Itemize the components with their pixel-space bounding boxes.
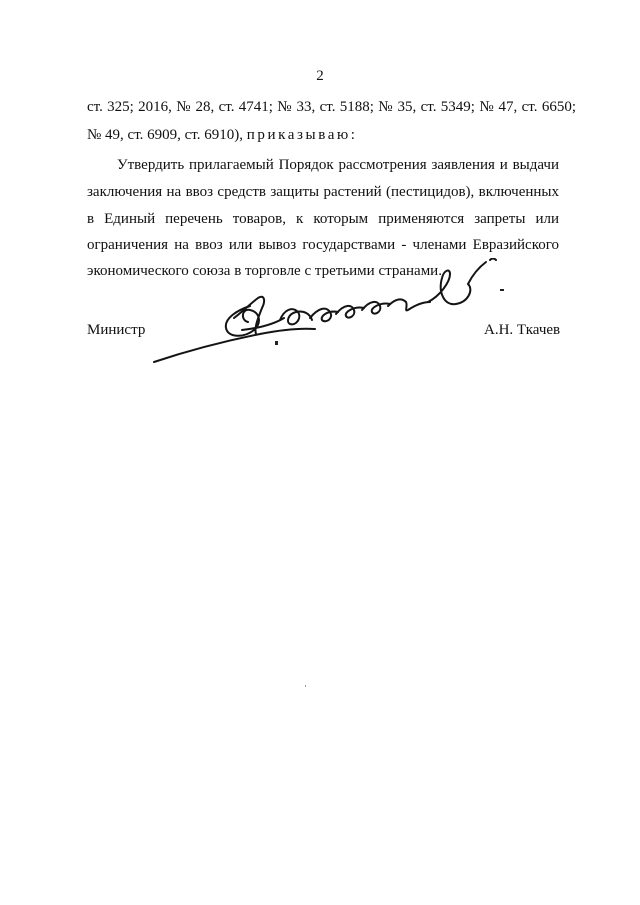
body-line-1: ст. 325; 2016, № 28, ст. 4741; № 33, ст. 5188; № 35, ст. 5349; № 47, ст. 6650;: [87, 99, 576, 115]
paragraph-line-1: Утвердить прилагаемый Порядок рассмотрения заявления и выдачи: [117, 157, 559, 173]
body-line-2: [87, 126, 358, 145]
scan-speck: [500, 289, 504, 291]
paragraph-line-3: в Единый перечень товаров, к которым применяются запреты или: [87, 211, 559, 227]
paragraph-line-2: заключения на ввоз средств защиты растений (пестицидов), включенных: [87, 184, 559, 200]
handwritten-signature: [150, 258, 510, 370]
scan-speck: [275, 341, 278, 345]
signatory-name: А.Н. Ткачев: [484, 322, 561, 338]
position-title: Министр: [87, 322, 146, 338]
order-command: приказываю:: [246, 127, 358, 143]
paragraph-line-5: экономического союза в торговле с третьими странами.: [87, 263, 442, 279]
page-number: 2: [316, 68, 324, 84]
paragraph-line-4: ограничения на ввоз или вывоз государствами - членами Евразийского: [87, 237, 559, 253]
scan-speck: [305, 685, 306, 687]
legal-citation-end: № 49, ст. 6909, ст. 6910),: [87, 127, 243, 143]
